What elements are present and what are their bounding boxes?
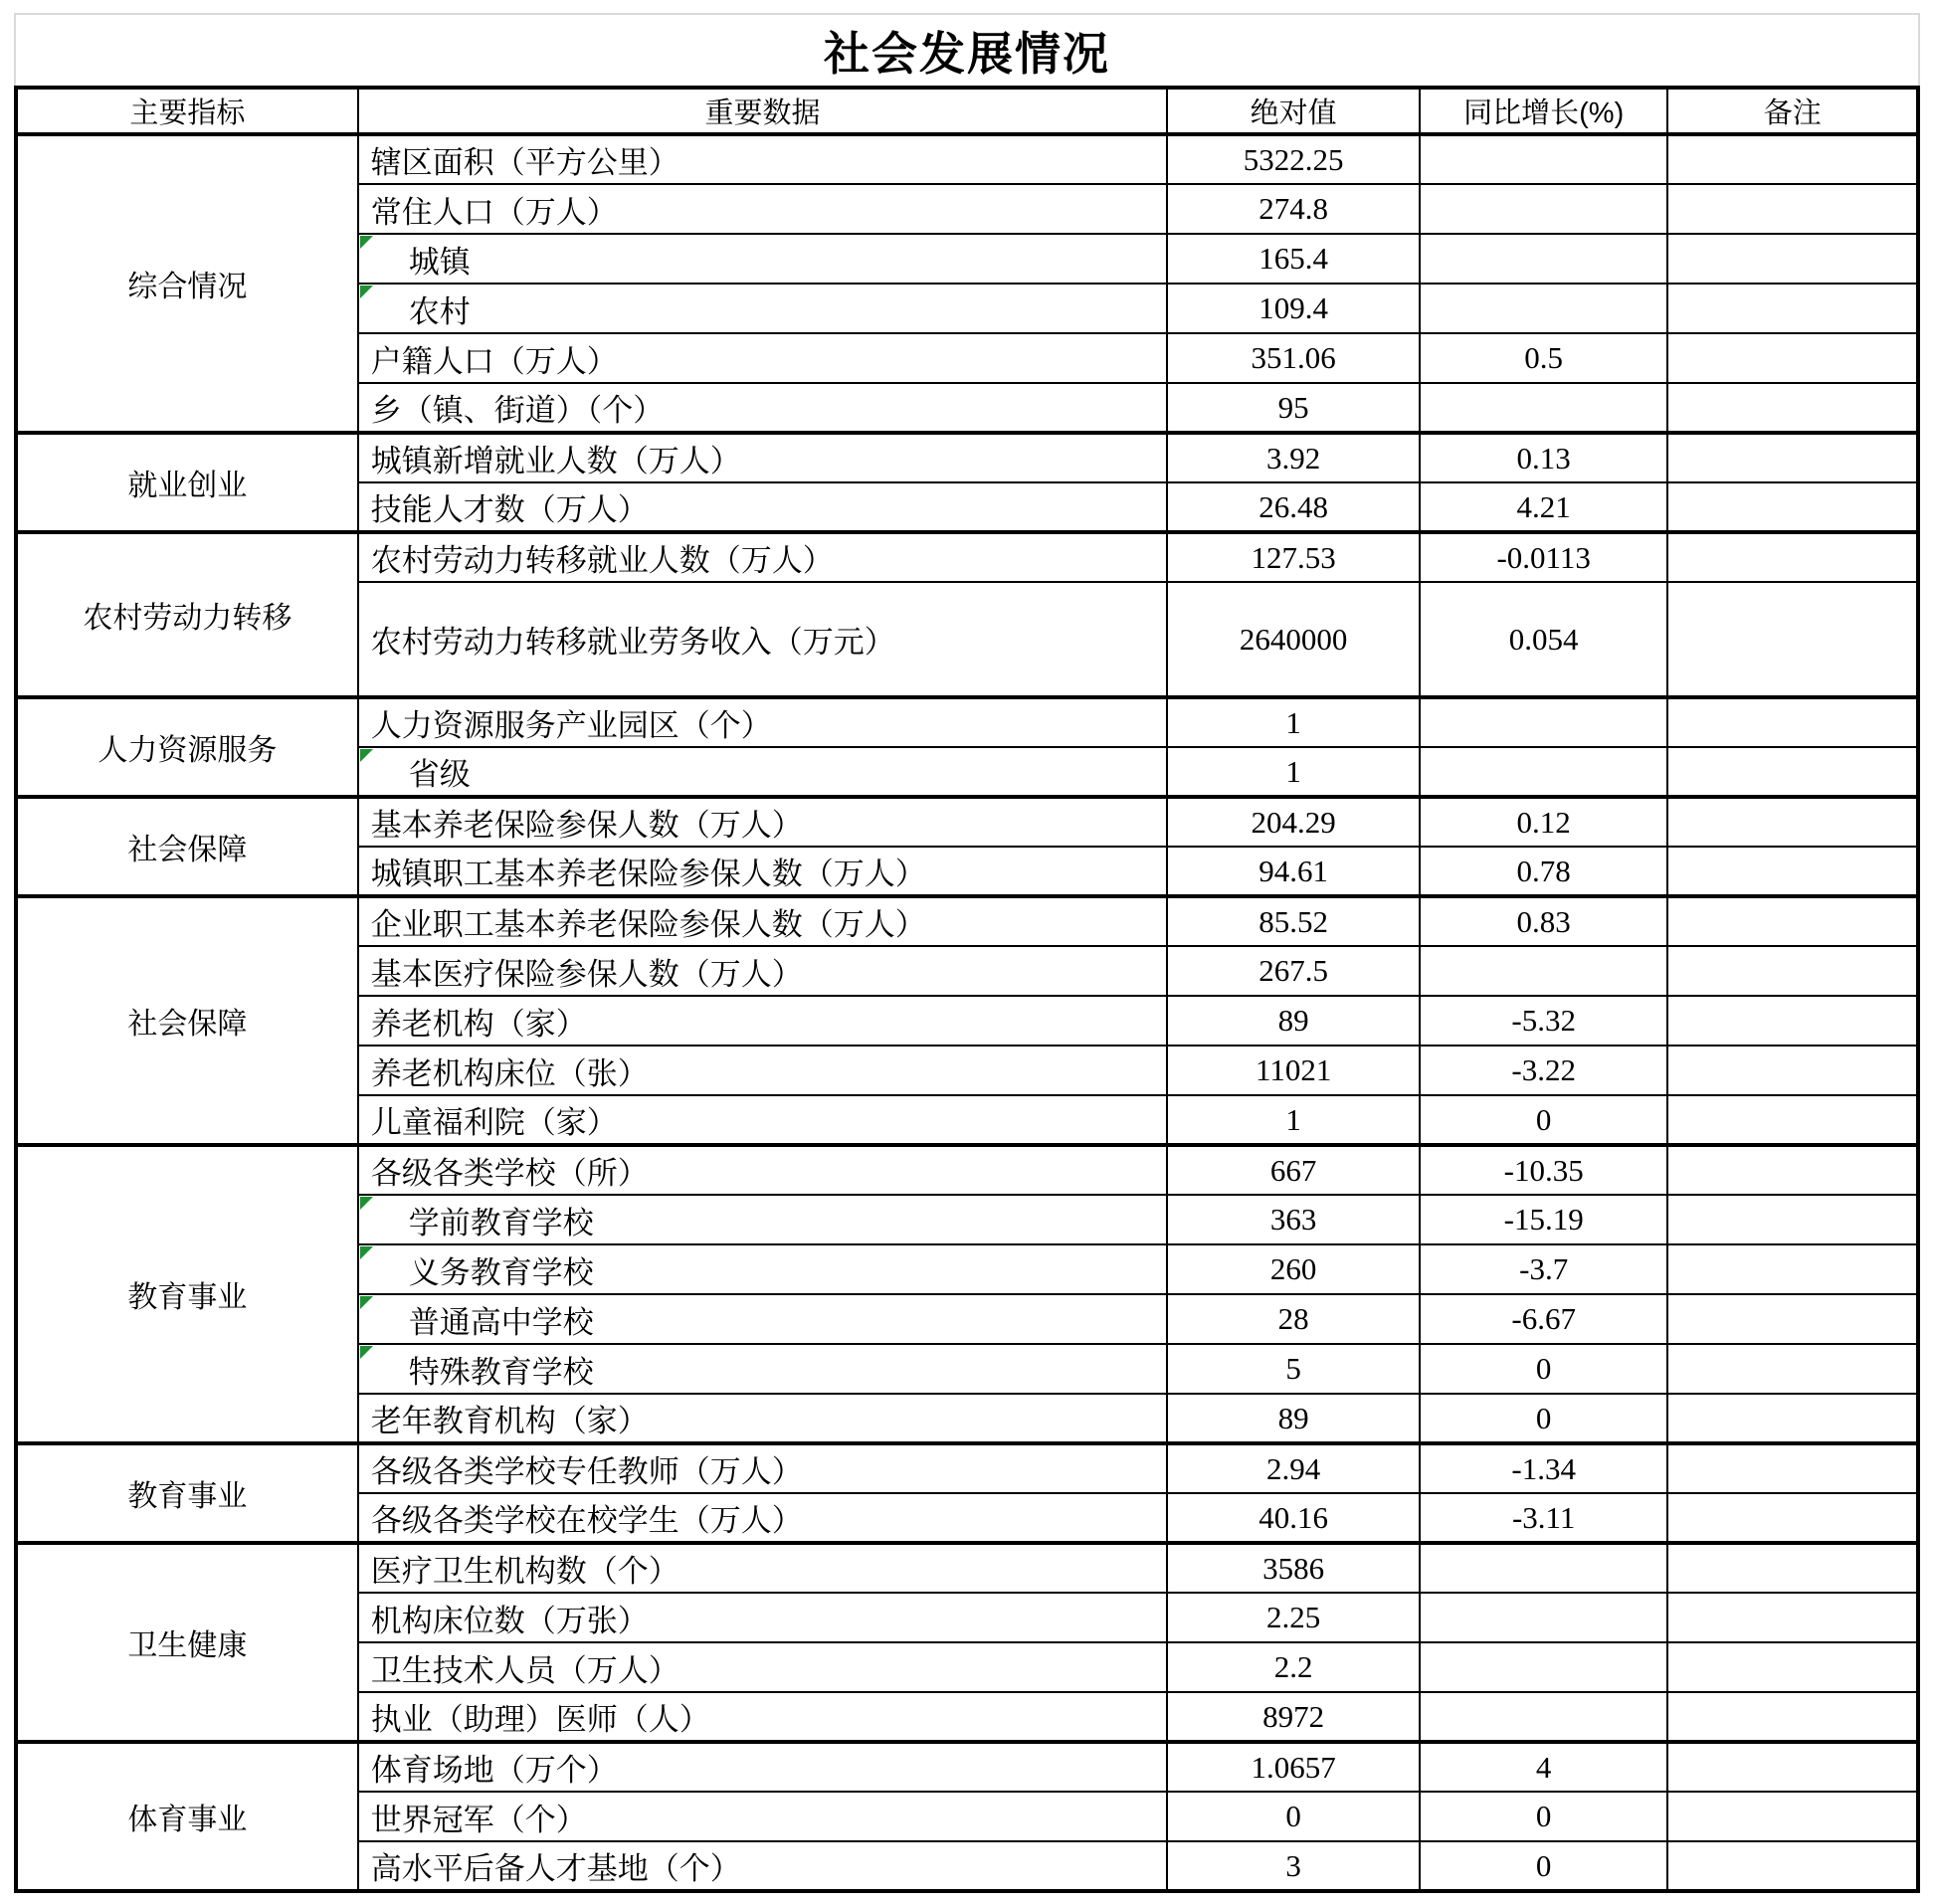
absolute-value-cell: 1 [1167,697,1420,747]
remark-cell [1667,1195,1918,1244]
absolute-value-cell: 1 [1167,1095,1420,1145]
group-label-cell: 就业创业 [16,433,358,532]
yoy-growth-cell [1420,1642,1668,1692]
yoy-growth-cell [1420,1543,1668,1593]
table-row [16,1443,1918,1493]
cell-flag-triangle-icon [360,236,373,249]
indicator-label: 辖区面积（平方公里） [370,145,679,180]
yoy-growth-cell: 0.78 [1420,847,1668,896]
indicator-label: 机构床位数（万张） [370,1603,649,1638]
table-row [16,896,1918,946]
yoy-growth-cell [1420,234,1668,284]
indicator-cell [358,1543,1168,1593]
indicator-cell [358,134,1168,184]
data-table [14,86,1920,1893]
indicator-cell [358,532,1168,582]
indicator-cell [358,896,1168,946]
yoy-growth-cell: -3.7 [1420,1244,1668,1294]
indicator-label: 户籍人口（万人） [370,343,618,379]
remark-cell [1667,996,1918,1046]
absolute-value-cell: 3586 [1167,1543,1420,1593]
indicator-label: 养老机构床位（张） [370,1055,649,1091]
absolute-value-cell: 5322.25 [1167,134,1420,184]
absolute-value-cell: 2.25 [1167,1593,1420,1642]
indicator-label: 各级各类学校在校学生（万人） [370,1503,803,1538]
indicator-label: 常住人口（万人） [370,194,618,230]
indicator-cell [358,383,1168,433]
remark-cell [1667,946,1918,996]
yoy-growth-cell [1420,697,1668,747]
header-row [16,88,1918,134]
indicator-cell [358,697,1168,747]
indicator-label: 世界冠军（个） [370,1802,587,1837]
yoy-growth-cell: -1.34 [1420,1443,1668,1493]
cell-flag-triangle-icon [360,1346,373,1359]
indicator-label: 普通高中学校 [408,1304,594,1340]
absolute-value-cell: 85.52 [1167,896,1420,946]
absolute-value-cell: 11021 [1167,1046,1420,1095]
cell-flag-triangle-icon [360,1197,373,1210]
absolute-value-cell: 127.53 [1167,532,1420,582]
absolute-value-cell: 363 [1167,1195,1420,1244]
table-row [16,1145,1918,1195]
yoy-growth-cell: -3.11 [1420,1493,1668,1543]
indicator-cell [358,1841,1168,1891]
remark-cell [1667,284,1918,333]
yoy-growth-cell: 0 [1420,1344,1668,1394]
indicator-label: 体育场地（万个） [370,1753,618,1788]
yoy-growth-cell: -3.22 [1420,1046,1668,1095]
indicator-label: 城镇职工基本养老保险参保人数（万人） [370,857,926,891]
remark-cell [1667,532,1918,582]
yoy-growth-cell: -0.0113 [1420,532,1668,582]
yoy-growth-cell: 0.054 [1420,582,1668,697]
indicator-cell [358,797,1168,847]
indicator-cell [358,1095,1168,1145]
group-label-cell: 社会保障 [16,896,358,1145]
yoy-growth-cell: 0 [1420,1394,1668,1443]
remark-cell [1667,1841,1918,1891]
remark-cell [1667,1443,1918,1493]
table-row [16,433,1918,482]
col-header-absolute-value: 绝对值 [1167,88,1420,134]
yoy-growth-cell [1420,383,1668,433]
remark-cell [1667,1642,1918,1692]
indicator-cell [358,1244,1168,1294]
yoy-growth-cell: 0 [1420,1792,1668,1841]
yoy-growth-cell [1420,1692,1668,1742]
indicator-label: 各级各类学校（所） [370,1156,649,1191]
indicator-label: 特殊教育学校 [408,1354,594,1390]
indicator-label: 养老机构（家） [370,1006,587,1042]
group-label-cell: 教育事业 [16,1443,358,1543]
absolute-value-cell: 1 [1167,747,1420,797]
group-label-cell: 综合情况 [16,134,358,433]
absolute-value-cell: 2.2 [1167,1642,1420,1692]
remark-cell [1667,582,1918,697]
absolute-value-cell: 94.61 [1167,847,1420,896]
col-header-yoy-growth: 同比增长(%) [1420,88,1668,134]
col-header-main-indicator: 主要指标 [16,88,358,134]
yoy-growth-cell: -10.35 [1420,1145,1668,1195]
absolute-value-cell: 89 [1167,1394,1420,1443]
indicator-cell [358,1792,1168,1841]
indicator-label: 技能人才数（万人） [370,492,649,527]
remark-cell [1667,184,1918,234]
table-row [16,1543,1918,1593]
group-label-cell: 人力资源服务 [16,697,358,797]
remark-cell [1667,1095,1918,1145]
yoy-growth-cell: 0.13 [1420,433,1668,482]
remark-cell [1667,1344,1918,1394]
remark-cell [1667,747,1918,797]
indicator-cell [358,1394,1168,1443]
remark-cell [1667,1792,1918,1841]
absolute-value-cell: 274.8 [1167,184,1420,234]
indicator-cell [358,996,1168,1046]
yoy-growth-cell: -5.32 [1420,996,1668,1046]
indicator-cell [358,1046,1168,1095]
title-row [14,13,1920,86]
indicator-cell [358,1742,1168,1792]
indicator-label: 基本医疗保险参保人数（万人） [370,956,803,992]
absolute-value-cell: 8972 [1167,1692,1420,1742]
remark-cell [1667,433,1918,482]
indicator-label: 高水平后备人才基地（个） [370,1851,741,1886]
remark-cell [1667,1394,1918,1443]
cell-flag-triangle-icon [360,749,373,762]
indicator-cell [358,1145,1168,1195]
indicator-cell [358,582,1168,697]
indicator-label: 义务教育学校 [408,1254,594,1290]
indicator-label: 农村劳动力转移就业人数（万人） [370,543,834,578]
remark-cell [1667,1046,1918,1095]
indicator-label: 执业（助理）医师（人） [370,1702,710,1737]
indicator-cell [358,284,1168,333]
indicator-cell [358,433,1168,482]
indicator-label: 人力资源服务产业园区（个） [370,708,772,743]
indicator-label: 城镇 [408,244,471,280]
cell-flag-triangle-icon [360,1296,373,1309]
absolute-value-cell: 351.06 [1167,333,1420,383]
remark-cell [1667,697,1918,747]
group-label-cell: 卫生健康 [16,1543,358,1742]
indicator-cell [358,1294,1168,1344]
indicator-label: 乡（镇、街道）（个） [370,393,665,428]
indicator-label: 卫生技术人员（万人） [370,1652,679,1688]
group-label-cell: 体育事业 [16,1742,358,1891]
cell-flag-triangle-icon [360,286,373,298]
remark-cell [1667,333,1918,383]
remark-cell [1667,482,1918,532]
group-label-cell: 农村劳动力转移 [16,532,358,697]
indicator-cell [358,1195,1168,1244]
remark-cell [1667,847,1918,896]
indicator-cell [358,482,1168,532]
indicator-label: 农村 [408,293,471,329]
table-row [16,532,1918,582]
absolute-value-cell: 26.48 [1167,482,1420,532]
remark-cell [1667,1493,1918,1543]
indicator-cell [358,1443,1168,1493]
indicator-cell [358,1642,1168,1692]
indicator-cell [358,1344,1168,1394]
group-label-cell: 社会保障 [16,797,358,896]
indicator-label: 学前教育学校 [408,1205,594,1240]
yoy-growth-cell [1420,1593,1668,1642]
cell-flag-triangle-icon [360,1246,373,1259]
yoy-growth-cell [1420,747,1668,797]
indicator-label: 各级各类学校专任教师（万人） [370,1454,803,1489]
indicator-label: 医疗卫生机构数（个） [370,1554,679,1589]
absolute-value-cell: 260 [1167,1244,1420,1294]
absolute-value-cell: 2640000 [1167,582,1420,697]
group-label-cell: 教育事业 [16,1145,358,1443]
yoy-growth-cell: 4 [1420,1742,1668,1792]
table-row [16,697,1918,747]
col-header-remark: 备注 [1667,88,1918,134]
remark-cell [1667,383,1918,433]
absolute-value-cell: 40.16 [1167,1493,1420,1543]
yoy-growth-cell [1420,946,1668,996]
yoy-growth-cell [1420,284,1668,333]
yoy-growth-cell: 0.12 [1420,797,1668,847]
absolute-value-cell: 0 [1167,1792,1420,1841]
indicator-label: 企业职工基本养老保险参保人数（万人） [370,907,926,942]
indicator-label: 农村劳动力转移就业劳务收入（万元） [370,625,895,660]
remark-cell [1667,1294,1918,1344]
absolute-value-cell: 667 [1167,1145,1420,1195]
remark-cell [1667,1145,1918,1195]
indicator-cell [358,333,1168,383]
absolute-value-cell: 5 [1167,1344,1420,1394]
absolute-value-cell: 109.4 [1167,284,1420,333]
indicator-label: 儿童福利院（家） [370,1105,618,1140]
remark-cell [1667,234,1918,284]
yoy-growth-cell: 4.21 [1420,482,1668,532]
absolute-value-cell: 89 [1167,996,1420,1046]
indicator-cell [358,747,1168,797]
absolute-value-cell: 1.0657 [1167,1742,1420,1792]
absolute-value-cell: 165.4 [1167,234,1420,284]
indicator-cell [358,1593,1168,1642]
absolute-value-cell: 2.94 [1167,1443,1420,1493]
yoy-growth-cell: -15.19 [1420,1195,1668,1244]
yoy-growth-cell: 0.5 [1420,333,1668,383]
remark-cell [1667,1593,1918,1642]
remark-cell [1667,1543,1918,1593]
indicator-label: 城镇新增就业人数（万人） [370,444,741,478]
yoy-growth-cell: 0.83 [1420,896,1668,946]
absolute-value-cell: 3.92 [1167,433,1420,482]
indicator-cell [358,847,1168,896]
indicator-cell [358,1493,1168,1543]
remark-cell [1667,1742,1918,1792]
yoy-growth-cell: -6.67 [1420,1294,1668,1344]
indicator-cell [358,234,1168,284]
absolute-value-cell: 267.5 [1167,946,1420,996]
indicator-cell [358,1692,1168,1742]
indicator-label: 老年教育机构（家） [370,1404,649,1438]
absolute-value-cell: 3 [1167,1841,1420,1891]
table-row [16,797,1918,847]
col-header-key-data: 重要数据 [358,88,1168,134]
indicator-cell [358,184,1168,234]
remark-cell [1667,1692,1918,1742]
yoy-growth-cell [1420,134,1668,184]
absolute-value-cell: 204.29 [1167,797,1420,847]
absolute-value-cell: 95 [1167,383,1420,433]
indicator-label: 基本养老保险参保人数（万人） [370,808,803,843]
remark-cell [1667,1244,1918,1294]
yoy-growth-cell [1420,184,1668,234]
remark-cell [1667,797,1918,847]
table-row [16,134,1918,184]
remark-cell [1667,134,1918,184]
absolute-value-cell: 28 [1167,1294,1420,1344]
indicator-cell [358,946,1168,996]
indicator-label: 省级 [408,757,471,792]
remark-cell [1667,896,1918,946]
table-row [16,1742,1918,1792]
yoy-growth-cell: 0 [1420,1095,1668,1145]
page-title: 社会发展情况 [824,28,1110,80]
yoy-growth-cell: 0 [1420,1841,1668,1891]
